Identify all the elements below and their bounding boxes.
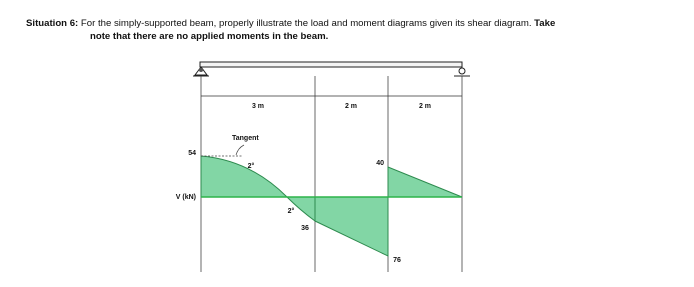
span-label-1: 3 m [251,103,265,110]
span-label-2: 2 m [344,103,358,110]
problem-bold-take: Take [534,18,556,29]
value-label-36: 36 [301,225,309,232]
shear-region-positive-1 [201,156,287,197]
degree-label-bottom: 2° [287,208,295,215]
degree-label-top: 2° [247,163,255,170]
right-roller-support [454,68,470,76]
shear-region-negative-2 [315,197,388,256]
problem-text: For the simply-supported beam, properly illustrate the load and moment diagrams given its shear diagram. [78,18,535,29]
situation-label: Situation 6: [26,18,79,29]
span-label-3: 2 m [418,103,432,110]
value-label-76: 76 [393,257,401,264]
left-pin-support [193,67,209,76]
beam [200,62,462,67]
axis-label-vkn: V (kN) [175,194,196,201]
tangent-label: Tangent [232,135,259,142]
tangent-arrow [236,145,244,155]
shear-region-positive-2 [388,167,462,197]
value-label-40: 40 [376,160,384,167]
value-label-54: 54 [188,150,196,157]
problem-bold-note: note that there are no applied moments in the beam. [90,31,329,42]
